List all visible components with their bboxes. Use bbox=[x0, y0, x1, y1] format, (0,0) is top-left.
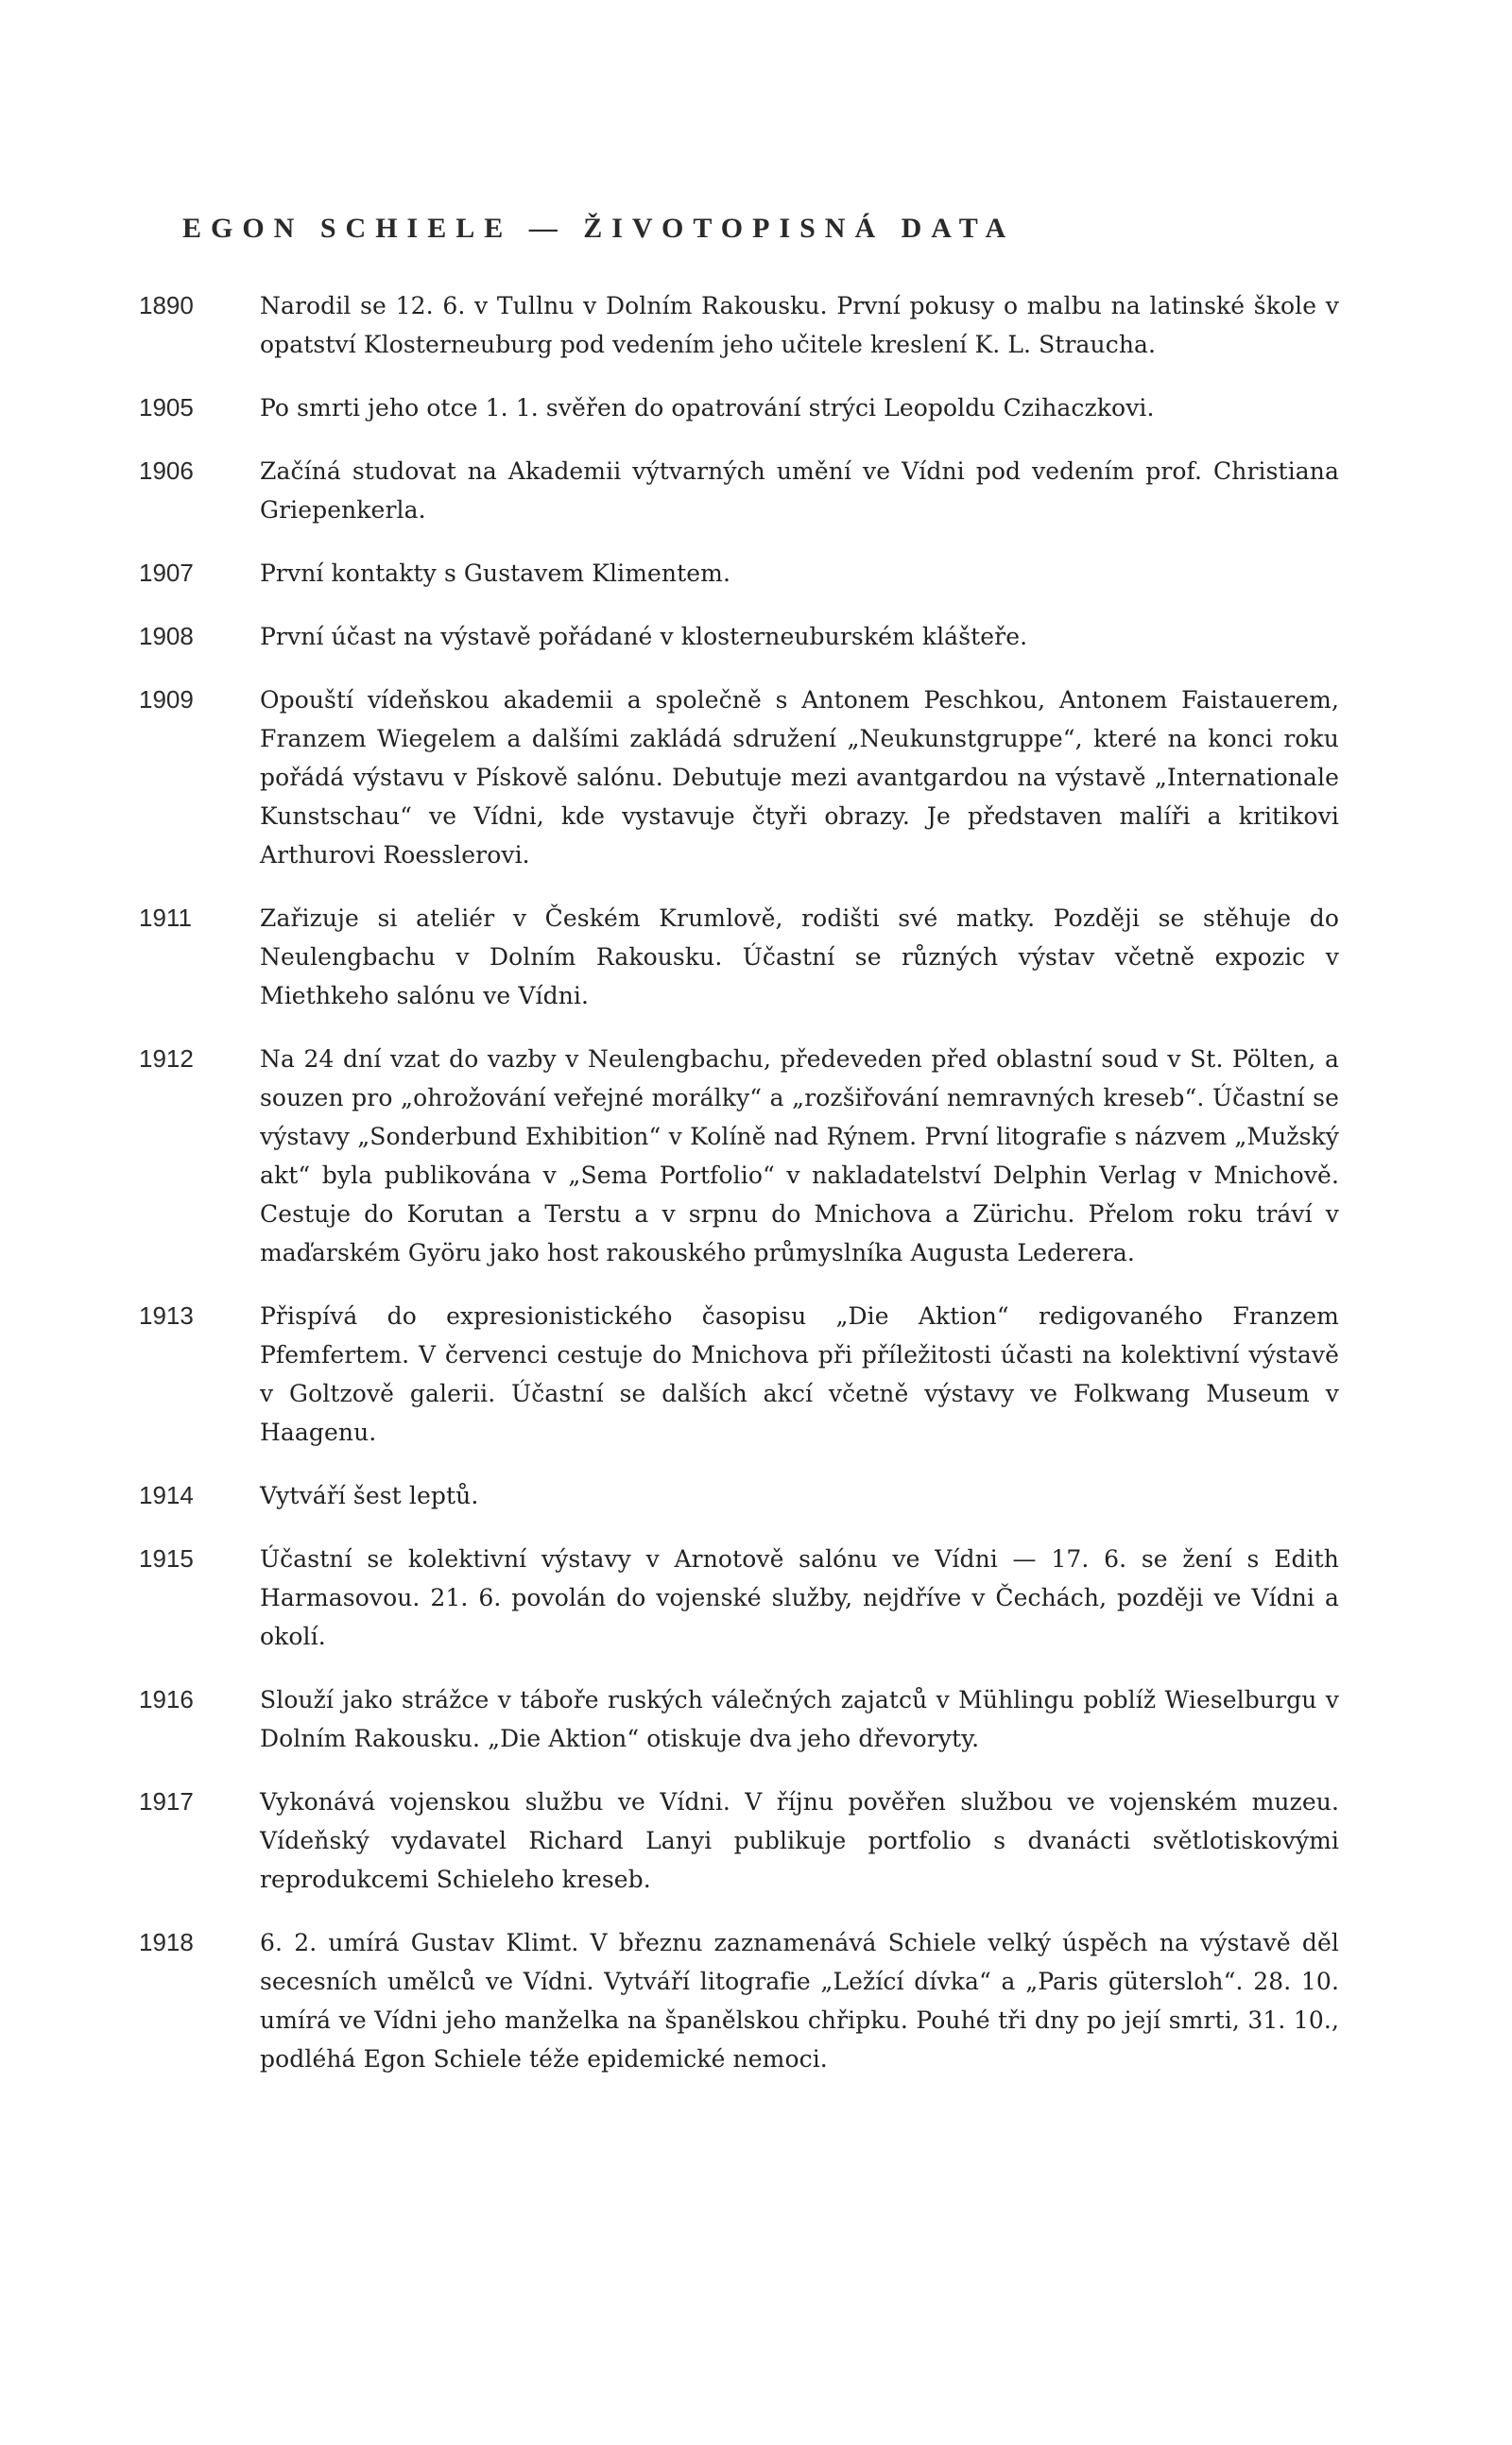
entry-text: Vykonává vojenskou službu ve Vídni. V říjnu pověřen službou ve vojenském muzeu. Vídeňský vydavatel Richard Lanyi publikuje portfolio s dvanácti světlotiskovými reprodukcemi Schieleho kreseb. bbox=[260, 1788, 1339, 1893]
entry-text: První účast na výstavě pořádané v klosterneuburském klášteře. bbox=[260, 623, 1028, 650]
entry-year: 1907 bbox=[139, 559, 194, 587]
entry-text: Začíná studovat na Akademii výtvarných umění ve Vídni pod vedením prof. Christiana Griepenkerla. bbox=[260, 457, 1339, 524]
page-title: EGON SCHIELE — ŽIVOTOPISNÁ DATA bbox=[182, 213, 1016, 245]
entry-text: Na 24 dní vzat do vazby v Neulengbachu, předeveden před oblastní soud v St. Pölten, a souzen pro „ohrožování veřejné morálky“ a „rozšiřování nemravných kreseb“. Účastní se výstavy „Sonderbund Exhibition“ v Kolíně nad Rýnem. První litografie s názvem „Mužský akt“ byla publikována v „Sema Portfolio“ v nakladatelství Delphin Verlag v Mnichově. Cestuje do Korutan a Terstu a v srpnu do Mnichova a Zürichu. Přelom roku tráví v maďarském Györu jako host rakouského průmyslníka Augusta Lederera. bbox=[260, 1045, 1339, 1266]
timeline-entry-1890 bbox=[139, 286, 1339, 364]
entry-text: První kontakty s Gustavem Klimentem. bbox=[260, 560, 731, 587]
timeline-entry-1907 bbox=[139, 554, 1339, 593]
entry-text: Vytváří šest leptů. bbox=[260, 1482, 479, 1509]
entry-year: 1905 bbox=[139, 393, 194, 422]
entry-text: Zařizuje si ateliér v Českém Krumlově, rodišti své matky. Později se stěhuje do Neulengbachu v Dolním Rakousku. Účastní se různých výstav včetně expozic v Miethkeho salónu ve Vídni. bbox=[260, 904, 1339, 1009]
entry-year: 1916 bbox=[139, 1685, 194, 1713]
timeline-entry-1911 bbox=[139, 899, 1339, 1015]
entry-year: 1913 bbox=[139, 1301, 194, 1330]
entry-text: Účastní se kolektivní výstavy v Arnotově salónu ve Vídni — 17. 6. se žení s Edith Harmasovou. 21. 6. povolán do vojenské služby, nejdříve v Čechách, později ve Vídni a okolí. bbox=[260, 1545, 1339, 1650]
timeline-entry-1908 bbox=[139, 617, 1339, 656]
timeline-entry-1913 bbox=[139, 1297, 1339, 1452]
timeline-entry-1912 bbox=[139, 1040, 1339, 1272]
entry-text: Opouští vídeňskou akademii a společně s Antonem Peschkou, Antonem Faistauerem, Franzem Wiegelem a dalšími zakládá sdružení „Neukunstgruppe“, které na konci roku pořádá výstavu v Pískově salónu. Debutuje mezi avantgardou na výstavě „Internationale Kunstschau“ ve Vídni, kde vystavuje čtyři obrazy. Je představen malíři a kritikovi Arthurovi Roesslerovi. bbox=[260, 686, 1339, 869]
timeline-entry-1916 bbox=[139, 1680, 1339, 1758]
timeline-entry-1914 bbox=[139, 1476, 1339, 1515]
timeline-entry-1915 bbox=[139, 1540, 1339, 1656]
entry-year: 1909 bbox=[139, 685, 194, 714]
entry-year: 1917 bbox=[139, 1787, 194, 1816]
entry-year: 1912 bbox=[139, 1044, 194, 1073]
timeline-entry-1906 bbox=[139, 452, 1339, 529]
entry-text: Přispívá do expresionistického časopisu „Die Aktion“ redigovaného Franzem Pfemfertem. V červenci cestuje do Mnichova při příležitosti účasti na kolektivní výstavě v Goltzově galerii. Účastní se dalších akcí včetně výstavy ve Folkwang Museum v Haagenu. bbox=[260, 1302, 1339, 1446]
entry-text: Narodil se 12. 6. v Tullnu v Dolním Rakousku. První pokusy o malbu na latinské škole v opatství Klosterneuburg pod vedením jeho učitele kreslení K. L. Straucha. bbox=[260, 292, 1339, 358]
entry-text: Po smrti jeho otce 1. 1. svěřen do opatrování strýci Leopoldu Czihaczkovi. bbox=[260, 394, 1155, 422]
entry-year: 1911 bbox=[139, 904, 192, 932]
entry-text: 6. 2. umírá Gustav Klimt. V březnu zaznamenává Schiele velký úspěch na výstavě děl secesních umělců ve Vídni. Vytváří litografie „Ležící dívka“ a „Paris gütersloh“. 28. 10. umírá ve Vídni jeho manželka na španělskou chřipku. Pouhé tři dny po její smrti, 31. 10., podléhá Egon Schiele téže epidemické nemoci. bbox=[260, 1929, 1339, 2073]
entry-year: 1890 bbox=[139, 291, 194, 319]
entry-year: 1915 bbox=[139, 1544, 194, 1573]
biography-timeline bbox=[139, 286, 1339, 2103]
entry-text: Slouží jako strážce v táboře ruských válečných zajatců v Mühlingu poblíž Wieselburgu v Dolním Rakousku. „Die Aktion“ otiskuje dva jeho dřevoryty. bbox=[260, 1686, 1339, 1752]
timeline-entry-1918 bbox=[139, 1923, 1339, 2078]
entry-year: 1906 bbox=[139, 456, 194, 485]
timeline-entry-1909 bbox=[139, 680, 1339, 874]
entry-year: 1914 bbox=[139, 1481, 194, 1509]
timeline-entry-1917 bbox=[139, 1782, 1339, 1899]
entry-year: 1908 bbox=[139, 622, 194, 650]
timeline-entry-1905 bbox=[139, 388, 1339, 427]
entry-year: 1918 bbox=[139, 1928, 194, 1956]
